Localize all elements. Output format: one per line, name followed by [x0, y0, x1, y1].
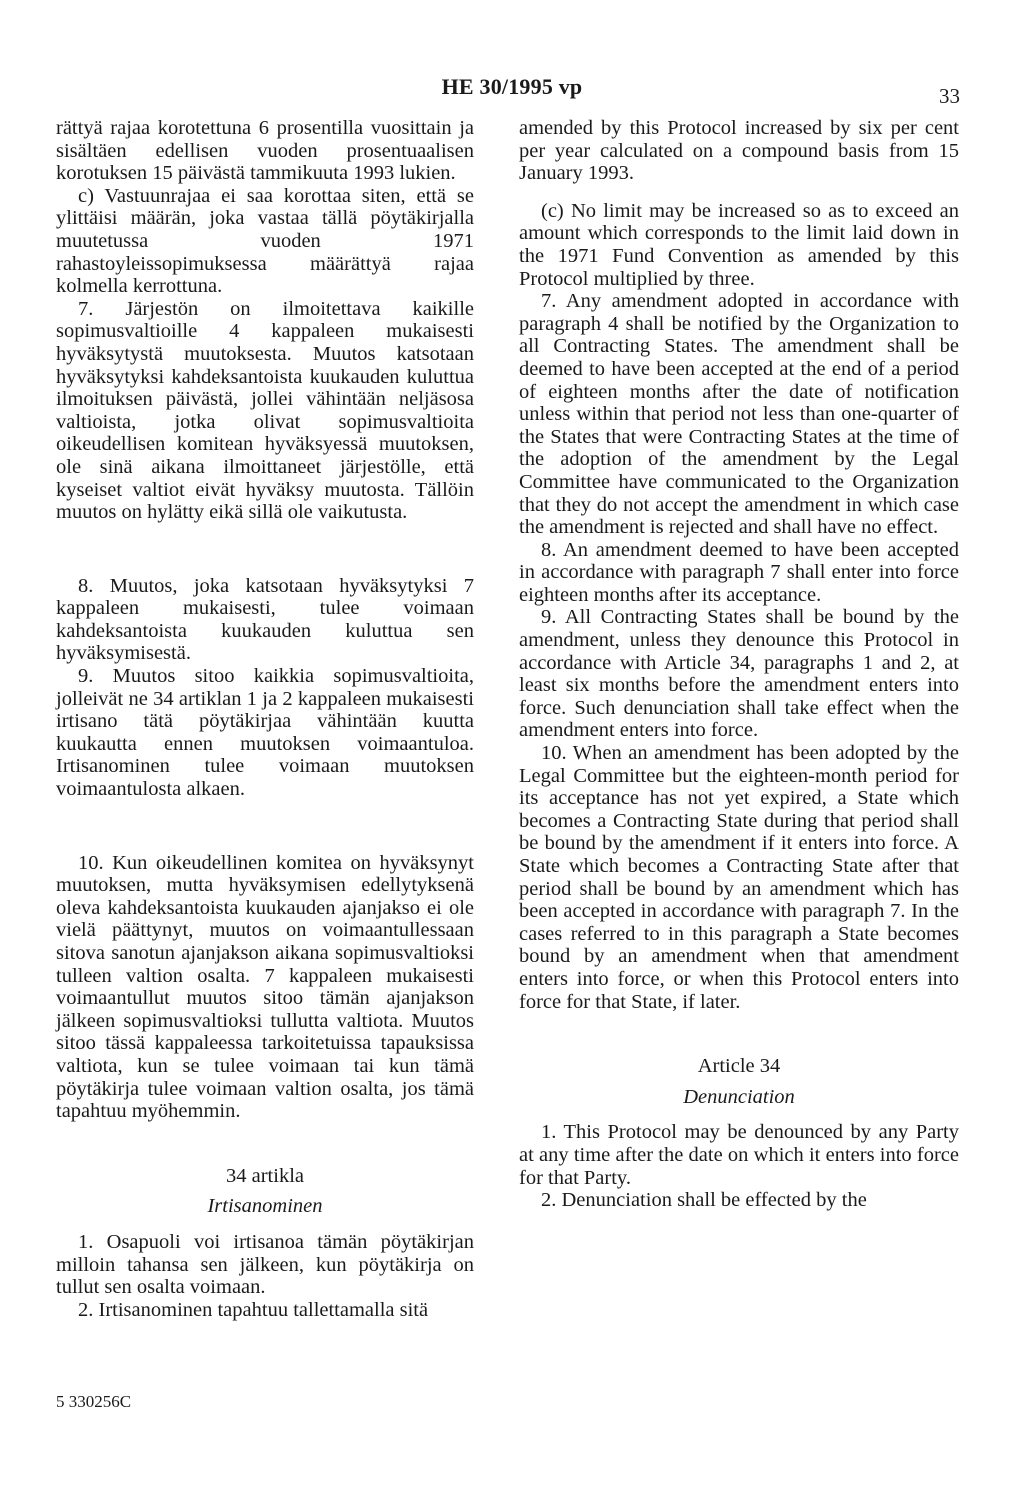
- paragraph-7: 7. Any amendment adopted in accordance with paragraph 4 shall be notified by the Organization to all Contracting States. The amendment shall be deemed to have been accepted at the end of a period of eighteen months after the date of notification unless within that period not less than one-quarter of the States that were Contracting States at the time of the adoption of the amendment by the Legal Committee have communicated to the Organization that they do not accept the amendment in which case the amendment is rejected and shall have no effect.: [519, 290, 959, 539]
- paragraph-7: 7. Järjestön on ilmoitettava kaikille sopimusvaltioille 4 kappaleen mukaisesti hyväksytystä muutoksesta. Muutos katsotaan hyväksytyksi kahdeksantoista kuukauden kuluttua ilmoituksen päivästä, jollei vähintään neljäsosa valtioista, jotka olivat sopimusvaltioita oikeudellisen komitean hyväksyessä muutoksen, ole sinä aikana ilmoittaneet järjestölle, että kyseiset valtiot eivät hyväksy muutosta. Tällöin muutos on hylätty eikä sillä ole vaikutusta.: [56, 297, 474, 524]
- article-paragraph-2: 2. Denunciation shall be effected by the: [541, 1189, 867, 1212]
- finnish-column: [56, 117, 474, 1321]
- paragraph-c: (c) No limit may be increased so as to exceed an amount which corresponds to the limit laid down in the 1971 Fund Convention as amended by this Protocol multiplied by three.: [519, 199, 959, 290]
- document-reference: HE 30/1995 vp: [441, 74, 583, 99]
- paragraph-continuation: rättyä rajaa korotettuna 6 prosentilla vuosittain ja sisältäen edellisen vuoden prosentuaalisen korotuksen 15 päivästä tammikuuta 1993 lukien.: [56, 117, 474, 185]
- paragraph-10: 10. Kun oikeudellinen komitea on hyväksynyt muutoksen, mutta hyväksymisen edellytyksenä oleva kahdeksantoista kuukauden ajanjakso ei ole vielä päättynyt, muutos on voimaantullessaan sitova sanotun ajanjakson aikana sopimusvaltioksi tulleen valtion osalta. 7 kappaleen mukaisesti voimaantullut muutos sitoo tämän ajanjakson jälkeen sopimusvaltioksi tullutta valtiota. Muutos sitoo tässä kappaleessa tarkoitetuissa tapauksissa valtiota, kun se tulee voimaan tai kun tämä pöytäkirja tulee voimaan valtion osalta, jos tämä tapahtuu myöhemmin.: [56, 851, 474, 1123]
- paragraph-8: 8. Muutos, joka katsotaan hyväksytyksi 7 kappaleen mukaisesti, tulee voimaan kahdeksantoista kuukauden kuluttua sen hyväksymisestä.: [56, 574, 474, 665]
- page-number: 33: [939, 84, 960, 108]
- spacer: [519, 185, 959, 200]
- article-paragraph-2: 2. Irtisanominen tapahtuu tallettamalla sitä: [78, 1298, 429, 1321]
- spacer: [519, 1013, 959, 1055]
- paragraph-continuation: amended by this Protocol increased by six per cent per year calculated on a compound basis from 15 January 1993.: [519, 117, 959, 185]
- article-heading: 34 artikla: [226, 1164, 304, 1187]
- article-subheading: Denunciation: [683, 1085, 795, 1108]
- article-subheading: Irtisanominen: [207, 1195, 323, 1218]
- spacer: [56, 801, 474, 852]
- english-column: [519, 117, 959, 1212]
- paragraph-9: 9. All Contracting States shall be bound by the amendment, unless they denounce this Protocol in accordance with Article 34, paragraphs 1 and 2, at least six months before the amendment enters into force. Such denunciation shall take effect when the amendment enters into force.: [519, 606, 959, 742]
- article-heading: Article 34: [697, 1055, 781, 1078]
- paragraph-8: 8. An amendment deemed to have been accepted in accordance with paragraph 7 shall enter into force eighteen months after its acceptance.: [519, 538, 959, 606]
- print-code: 5 330256C: [56, 1392, 132, 1411]
- paragraph-c: c) Vastuunrajaa ei saa korottaa siten, että se ylittäisi määrän, joka vastaa tällä pöytäkirjalla muutetussa vuoden 1971 rahastoyleissopimuksessa määrättyä rajaa kolmella kerrottuna.: [56, 184, 474, 298]
- paragraph-9: 9. Muutos sitoo kaikkia sopimusvaltioita, jolleivät ne 34 artiklan 1 ja 2 kappaleen mukaisesti irtisano tätä pöytäkirjaa vähintään kuutta kuukautta ennen muutoksen voimaantuloa. Irtisanominen tulee voimaan muutoksen voimaantulosta alkaen.: [56, 665, 474, 801]
- spacer: [56, 524, 474, 575]
- article-paragraph-1: 1. Osapuoli voi irtisanoa tämän pöytäkirjan milloin tahansa sen jälkeen, kun pöytäkirja on tullut sen osalta voimaan.: [56, 1230, 474, 1299]
- spacer: [56, 1123, 474, 1165]
- paragraph-10: 10. When an amendment has been adopted by the Legal Committee but the eighteen-month period for its acceptance has not yet expired, a State which becomes a Contracting State during that period shall be bound by the amendment if it enters into force. A State which becomes a Contracting State after that period shall be bound by an amendment which has been accepted in accordance with paragraph 7. In the cases referred to in this paragraph a State becomes bound by an amendment when that amendment enters into force, or when this Protocol enters into force for that State, if later.: [519, 742, 959, 1013]
- article-paragraph-1: 1. This Protocol may be denounced by any Party at any time after the date on which it enters into force for that Party.: [519, 1121, 959, 1189]
